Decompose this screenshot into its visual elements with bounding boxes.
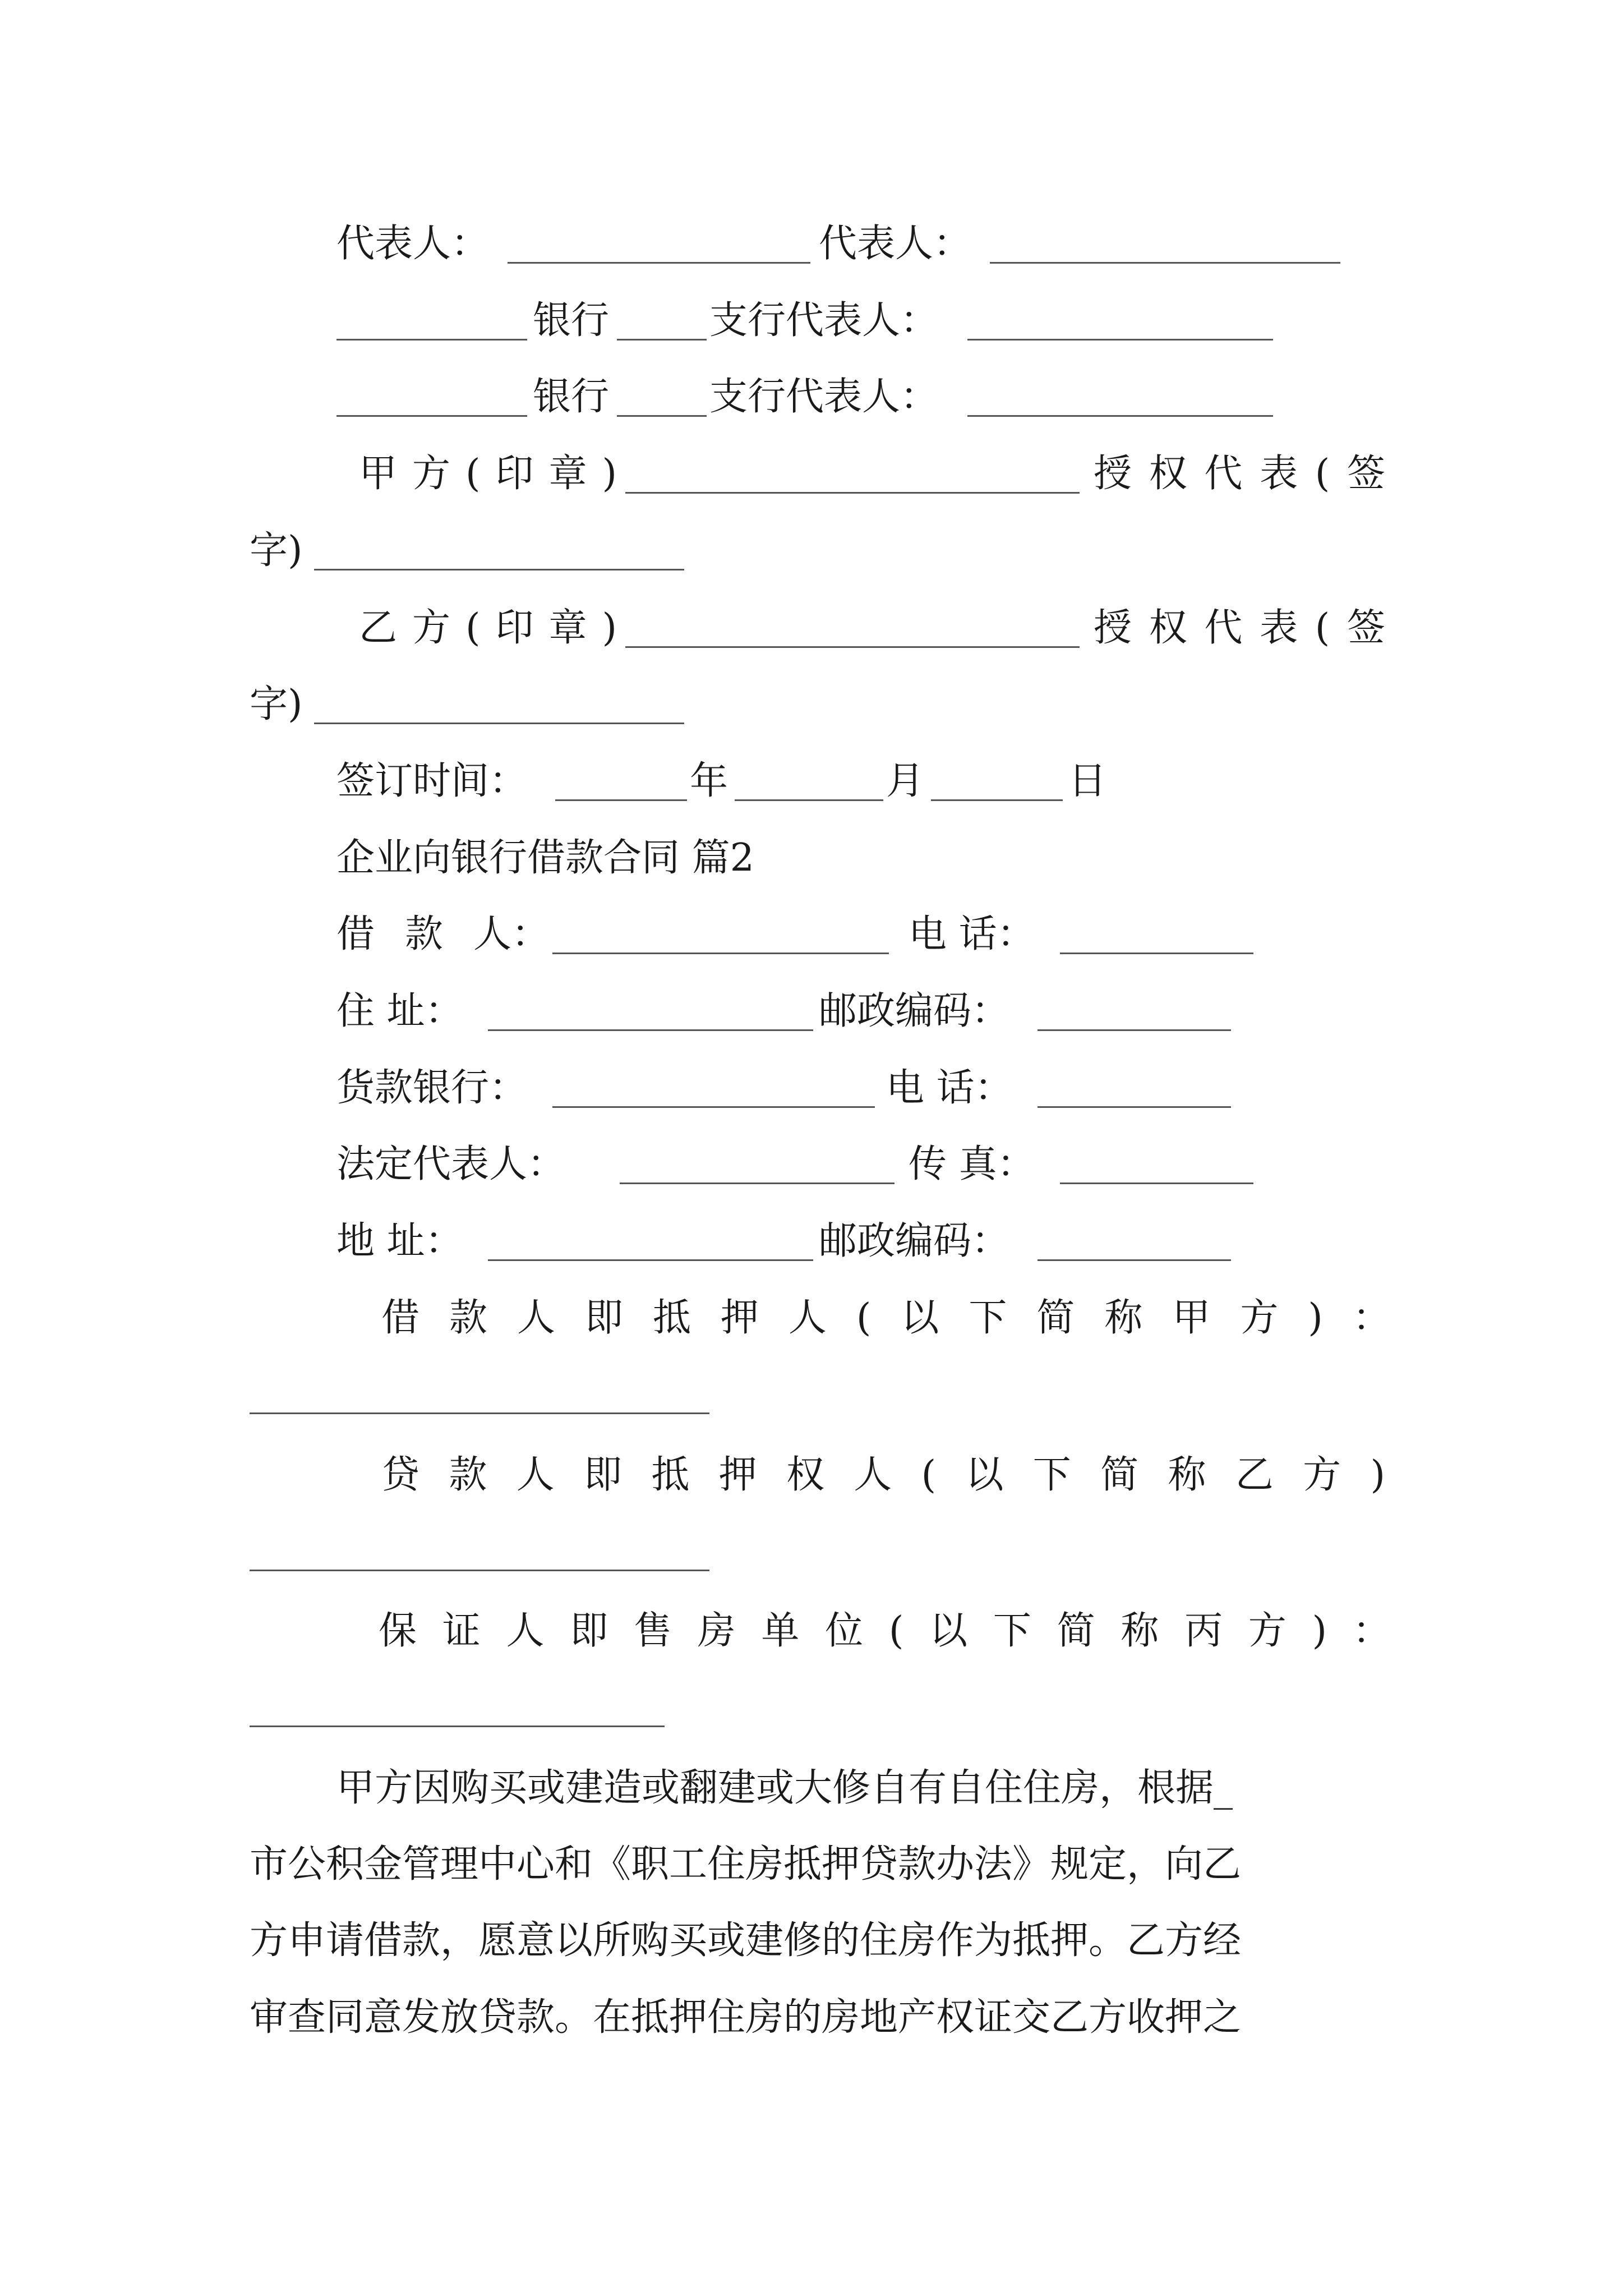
branch-rep-label: 支行代表人： — [709, 375, 939, 419]
party-b-sign-blank — [314, 723, 684, 724]
address-row — [0, 972, 1623, 1051]
fax-label: 传 真： — [909, 1142, 1035, 1186]
branch-rep-blank — [967, 339, 1273, 341]
bank-row-2 — [0, 358, 1623, 436]
party-b-seal-blank — [625, 646, 1080, 648]
lender-bank-row — [0, 1049, 1623, 1128]
branch-rep-label: 支行代表人： — [709, 298, 939, 343]
legal-rep-label: 法定代表人： — [336, 1142, 566, 1186]
year-label: 年 — [690, 759, 728, 803]
party-a-name-blank — [250, 1412, 709, 1414]
borrower-label: 借 款 人： — [336, 912, 550, 956]
branch-blank — [617, 415, 707, 417]
party-b-definition: 贷 款 人 即 抵 押 权 人 ( 以 下 简 称 乙 方 ) — [381, 1453, 1385, 1497]
fax-blank — [1060, 1182, 1253, 1184]
branch-blank — [617, 339, 707, 341]
body-text-2: 市公积金管理中心和《职工住房抵押贷款办法》规定，向乙 — [250, 1842, 1242, 1887]
party-a-seal-blank — [625, 492, 1080, 494]
month-label: 月 — [886, 759, 925, 803]
address2-postcode-label: 邮政编码： — [819, 1219, 1010, 1263]
party-a-auth-label: 授 权 代 表 ( 签 — [1094, 452, 1385, 496]
branch-rep-blank — [967, 415, 1273, 417]
party-b-auth-label: 授 权 代 表 ( 签 — [1094, 606, 1385, 650]
party-a-blank-row — [0, 1358, 1623, 1436]
day-blank — [931, 799, 1063, 801]
rep-label-a: 代表人： — [336, 222, 490, 266]
day-label: 日 — [1068, 759, 1107, 803]
year-blank — [555, 799, 687, 801]
party-a-seal-row — [0, 435, 1623, 513]
party-a-definition: 借 款 人 即 抵 押 人 ( 以 下 简 称 甲 方 ) ： — [381, 1296, 1391, 1340]
party-a-sign-row — [0, 512, 1623, 590]
sign-time-row — [0, 742, 1623, 821]
party-c-def-row — [0, 1592, 1623, 1671]
party-b-seal-row — [0, 589, 1623, 668]
party-b-blank-row — [0, 1515, 1623, 1593]
party-b-def-row — [0, 1436, 1623, 1515]
address-postcode-label: 邮政编码： — [819, 989, 1010, 1033]
borrower-blank — [552, 953, 889, 954]
party-c-definition: 保 证 人 即 售 房 单 位 ( 以 下 简 称 丙 方 ) ： — [379, 1609, 1391, 1653]
rep-row — [0, 205, 1623, 283]
bank-label: 银行 — [533, 375, 610, 419]
section-heading-row — [0, 819, 1623, 898]
rep-label-b: 代表人： — [819, 222, 972, 266]
party-a-sign-end: 字) — [250, 528, 303, 573]
party-a-sign-blank — [314, 569, 684, 570]
address2-blank — [488, 1259, 813, 1261]
party-b-sign-row — [0, 665, 1623, 744]
address2-label: 地 址： — [336, 1219, 463, 1263]
body-line-2 — [0, 1825, 1623, 1904]
bank-row-1 — [0, 282, 1623, 360]
address2-row — [0, 1202, 1623, 1281]
address2-postcode-blank — [1038, 1259, 1231, 1261]
party-b-sign-end: 字) — [250, 682, 303, 726]
body-text-4: 审查同意发放贷款。在抵押住房的房地产权证交乙方收押之 — [250, 1995, 1242, 2040]
address-label: 住 址： — [336, 989, 463, 1033]
rep-a-blank — [508, 262, 810, 264]
sign-time-label: 签订时间： — [336, 759, 528, 803]
party-c-blank-row — [0, 1671, 1623, 1749]
legal-rep-blank — [620, 1182, 895, 1184]
lender-bank-blank — [552, 1106, 875, 1108]
bank-label: 银行 — [533, 298, 610, 343]
party-c-name-blank — [250, 1726, 665, 1727]
body-line-4 — [0, 1978, 1623, 2057]
party-b-seal-label: 乙 方 ( 印 章 ) — [359, 606, 617, 650]
lender-phone-label: 电 话： — [886, 1066, 1013, 1110]
party-b-name-blank — [250, 1570, 709, 1571]
address-postcode-blank — [1038, 1029, 1231, 1031]
borrower-phone-label: 电 话： — [909, 912, 1035, 956]
bank-name-blank — [336, 415, 527, 417]
party-a-seal-label: 甲 方 ( 印 章 ) — [359, 452, 617, 496]
lender-phone-blank — [1038, 1106, 1231, 1108]
body-line-1 — [0, 1749, 1623, 1828]
party-a-def-row — [0, 1279, 1623, 1358]
body-text-1: 甲方因购买或建造或翻建或大修自有自住住房，根据_ — [336, 1766, 1233, 1810]
bank-name-blank — [336, 339, 527, 341]
section-heading: 企业向银行借款合同 篇2 — [336, 836, 754, 880]
borrower-phone-blank — [1060, 953, 1253, 954]
body-text-3: 方申请借款，愿意以所购买或建修的住房作为抵押。乙方经 — [250, 1918, 1242, 1963]
lender-bank-label: 货款银行： — [336, 1066, 528, 1110]
borrower-row — [0, 895, 1623, 974]
legal-rep-row — [0, 1125, 1623, 1204]
body-line-3 — [0, 1902, 1623, 1980]
rep-b-blank — [990, 262, 1340, 264]
month-blank — [735, 799, 883, 801]
address-blank — [488, 1029, 813, 1031]
